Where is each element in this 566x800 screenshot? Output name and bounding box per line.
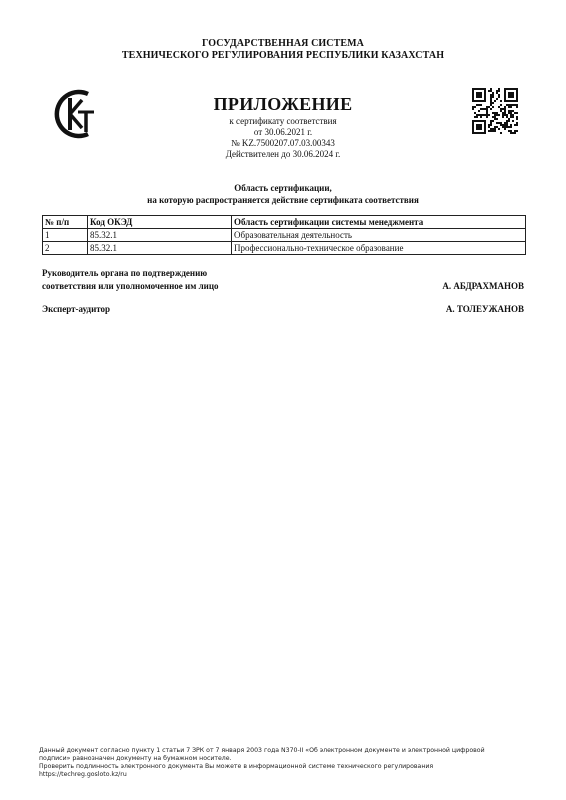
scope-table [42, 215, 526, 255]
header-line-2: ТЕХНИЧЕСКОГО РЕГУЛИРОВАНИЯ РЕСПУБЛИКИ КАЗАХСТАН [121, 50, 445, 61]
table-cell: Образовательная деятельность [232, 229, 526, 242]
footer-link[interactable]: https://techreg.gosloto.kz/ru [39, 771, 127, 778]
footer-line-1: Данный документ согласно пункту 1 статьи 7 ЗРК от 7 января 2003 года N370-II «Об электронном документе и электронной цифровой [39, 747, 485, 754]
head-role-line-2: соответствия или уполномоченное им лицо [42, 281, 219, 291]
scope-subtitle: на которую распространяется действие сертификата соответствия [147, 195, 419, 205]
footer-line-2: подписи» равнозначен документу на бумажном носителе. [39, 755, 232, 762]
table-cell: 85.32.1 [88, 229, 232, 242]
table-cell: Профессионально-техническое образование [232, 242, 526, 255]
expert-name: А. ТОЛЕУЖАНОВ [445, 304, 524, 314]
certificate-number: № KZ.7500207.07.03.00343 [231, 138, 335, 148]
table-row [43, 229, 526, 242]
column-header: Область сертификации системы менеджмента [232, 216, 526, 229]
table-cell: 85.32.1 [88, 242, 232, 255]
header-line-1: ГОСУДАРСТВЕННАЯ СИСТЕМА [201, 38, 365, 49]
column-header: № п/п [43, 216, 88, 229]
footer-line-3: Проверить подлинность электронного документа Вы можете в информационной системе технического регулирования [39, 763, 434, 770]
table-header-row [43, 216, 526, 229]
annex-reference: к сертификату соответствия [229, 116, 337, 126]
scope-title: Область сертификации, [234, 183, 332, 193]
column-header: Код ОКЭД [88, 216, 232, 229]
valid-until: Действителен до 30.06.2024 г. [225, 149, 341, 159]
head-name: А. АБДРАХМАНОВ [442, 281, 524, 291]
table-cell: 1 [43, 229, 88, 242]
expert-role: Эксперт-аудитор [42, 304, 111, 314]
head-role-line-1: Руководитель органа по подтверждению [42, 268, 208, 278]
annex-date: от 30.06.2021 г. [253, 127, 313, 137]
table-row [43, 242, 526, 255]
annex-title: ПРИЛОЖЕНИЕ [213, 94, 353, 114]
table-cell: 2 [43, 242, 88, 255]
